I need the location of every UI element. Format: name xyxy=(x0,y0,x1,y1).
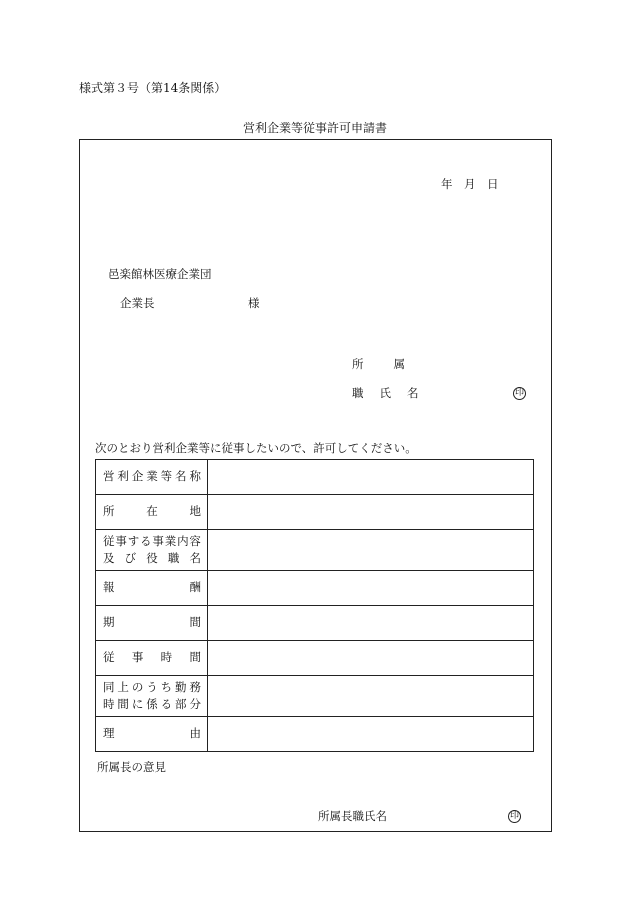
table-row xyxy=(96,530,534,571)
date-line: 年 月 日 xyxy=(441,177,499,191)
intro-text: 次のとおり営利企業等に従事したいので、許可してください。 xyxy=(95,441,417,455)
table-row xyxy=(96,495,534,530)
row-value-field[interactable] xyxy=(208,676,534,717)
row-label: 理 由 xyxy=(96,717,208,752)
row-label: 期 間 xyxy=(96,606,208,641)
supervisor-name-label: 所属長職氏名 xyxy=(318,809,387,823)
row-label: 従 事 す る 事 業 内 容 及 び 役 職 名 xyxy=(96,530,208,571)
form-number: 様式第３号（第14条関係） xyxy=(79,81,227,95)
document-title: 営利企業等従事許可申請書 xyxy=(242,121,387,135)
table-row xyxy=(96,641,534,676)
addressee-title: 企業長 xyxy=(120,296,155,310)
table-row xyxy=(96,460,534,495)
row-value-field[interactable] xyxy=(208,495,534,530)
table-row xyxy=(96,606,534,641)
row-value-field[interactable] xyxy=(208,606,534,641)
details-table xyxy=(95,459,534,752)
row-value-field[interactable] xyxy=(208,717,534,752)
applicant-affiliation-label: 所 属 xyxy=(352,357,407,371)
table-row xyxy=(96,717,534,752)
row-label: 同 上 の う ち 勤 務 時 間 に 係 る 部 分 xyxy=(96,676,208,717)
supervisor-opinion-label: 所属長の意見 xyxy=(97,760,166,774)
row-label: 所 在 地 xyxy=(96,495,208,530)
applicant-name-label: 職 氏 名 xyxy=(352,386,421,400)
addressee-honorific: 様 xyxy=(248,296,260,310)
row-value-field[interactable] xyxy=(208,460,534,495)
table-row xyxy=(96,571,534,606)
supervisor-seal-icon: 印 xyxy=(509,811,519,821)
row-value-field[interactable] xyxy=(208,571,534,606)
addressee-organization: 邑楽館林医療企業団 xyxy=(108,267,212,281)
row-label: 営 利 企 業 等 名 称 xyxy=(96,460,208,495)
row-value-field[interactable] xyxy=(208,530,534,571)
row-value-field[interactable] xyxy=(208,641,534,676)
row-label: 従 事 時 間 xyxy=(96,641,208,676)
row-label: 報 酬 xyxy=(96,571,208,606)
table-row xyxy=(96,676,534,717)
applicant-seal-icon: 印 xyxy=(514,388,524,398)
